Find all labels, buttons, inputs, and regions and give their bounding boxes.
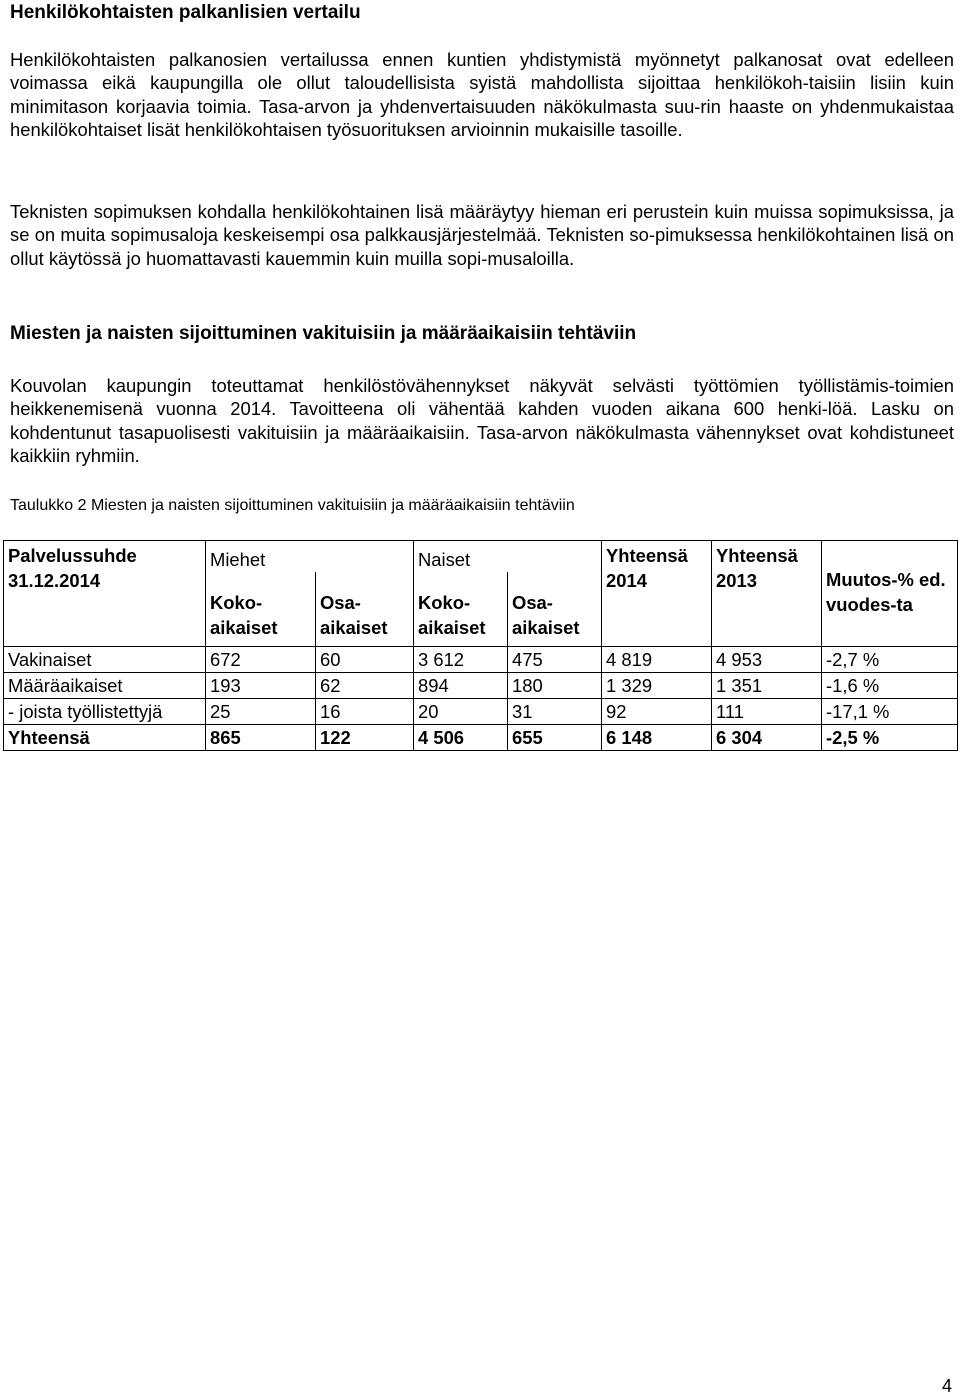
- cell: 1 329: [602, 673, 712, 699]
- cell: -17,1 %: [822, 699, 958, 725]
- cell: 4 819: [602, 647, 712, 673]
- header-kokoaikaiset-naiset: Koko-aikaiset: [414, 572, 508, 647]
- cell: 92: [602, 699, 712, 725]
- section-heading-placement: Miesten ja naisten sijoittuminen vakituisiin ja määräaikaisiin tehtäviin: [10, 323, 637, 344]
- cell: 193: [206, 673, 316, 699]
- cell: 122: [316, 725, 414, 751]
- header-osaaikaiset-miehet: Osa-aikaiset: [316, 572, 414, 647]
- cell: 180: [508, 673, 602, 699]
- cell: 865: [206, 725, 316, 751]
- row-label: - joista työllistettyjä: [4, 699, 206, 725]
- header-osaaikaiset-naiset: Osa-aikaiset: [508, 572, 602, 647]
- header-palvelussuhde: Palvelussuhde 31.12.2014: [4, 541, 206, 647]
- header-yhteensa-2014: Yhteensä 2014: [602, 541, 712, 647]
- table-row: [4, 673, 958, 699]
- cell: 31: [508, 699, 602, 725]
- table-row: [4, 647, 958, 673]
- table-caption: Taulukko 2 Miesten ja naisten sijoittuminen vakituisiin ja määräaikaisiin tehtäviin: [10, 497, 575, 514]
- section-heading-personal-allowances: Henkilökohtaisten palkanlisien vertailu: [10, 2, 361, 23]
- header-muutos: Muutos-% ed. vuodes-ta: [822, 541, 958, 647]
- cell: 894: [414, 673, 508, 699]
- paragraph-1: Henkilökohtaisten palkanosien vertailussa ennen kuntien yhdistymistä myönnetyt palkanosat ovat edelleen voimassa eikä kaupungilla ole ollut taloudellisista syistä mahdollista sijoittaa henkilökoh-taisiin lisiin kuin minimitason korjaavia toimia. Tasa-arvon ja yhdenvertaisuuden näkökulmasta suu-rin haaste on yhdenmukaistaa henkilökohtaiset lisät henkilökohtaisen työsuorituksen arvioinnin mukaisille tasoille.: [10, 49, 954, 141]
- cell: 1 351: [712, 673, 822, 699]
- header-miehet: Miehet: [206, 541, 414, 573]
- cell: -2,5 %: [822, 725, 958, 751]
- row-label: Määräaikaiset: [4, 673, 206, 699]
- cell: 111: [712, 699, 822, 725]
- cell: 3 612: [414, 647, 508, 673]
- cell: 62: [316, 673, 414, 699]
- row-label: Yhteensä: [4, 725, 206, 751]
- header-naiset: Naiset: [414, 541, 602, 573]
- table-row: [4, 699, 958, 725]
- header-yhteensa-2013: Yhteensä 2013: [712, 541, 822, 647]
- table-row-total: [4, 725, 958, 751]
- page-number: 4: [941, 1376, 952, 1396]
- cell: 20: [414, 699, 508, 725]
- cell: 25: [206, 699, 316, 725]
- employment-table: [3, 540, 958, 751]
- cell: 60: [316, 647, 414, 673]
- cell: 6 304: [712, 725, 822, 751]
- header-kokoaikaiset-miehet: Koko-aikaiset: [206, 572, 316, 647]
- cell: -2,7 %: [822, 647, 958, 673]
- row-label: Vakinaiset: [4, 647, 206, 673]
- cell: 6 148: [602, 725, 712, 751]
- paragraph-3: Kouvolan kaupungin toteuttamat henkilöstövähennykset näkyvät selvästi työttömien työllistämis-toimien heikkenemisenä vuonna 2014. Tavoitteena oli vähentää kahden vuoden aikana 600 henki-löä. Lasku on kohdentunut tasapuolisesti vakituisiin ja määräaikaisiin. Tasa-arvon näkökulmasta vähennykset ovat kohdistuneet kaikkiin ryhmiin.: [10, 375, 954, 467]
- cell: 672: [206, 647, 316, 673]
- cell: 4 953: [712, 647, 822, 673]
- cell: 4 506: [414, 725, 508, 751]
- cell: 475: [508, 647, 602, 673]
- cell: -1,6 %: [822, 673, 958, 699]
- cell: 16: [316, 699, 414, 725]
- paragraph-2: Teknisten sopimuksen kohdalla henkilökohtainen lisä määräytyy hieman eri perustein kuin muissa sopimuksissa, ja se on muita sopimusaloja keskeisempi osa palkkausjärjestelmää. Teknisten so-pimuksessa henkilökohtainen lisä on ollut käytössä jo huomattavasti kauemmin kuin muilla sopi-musaloilla.: [10, 201, 954, 269]
- cell: 655: [508, 725, 602, 751]
